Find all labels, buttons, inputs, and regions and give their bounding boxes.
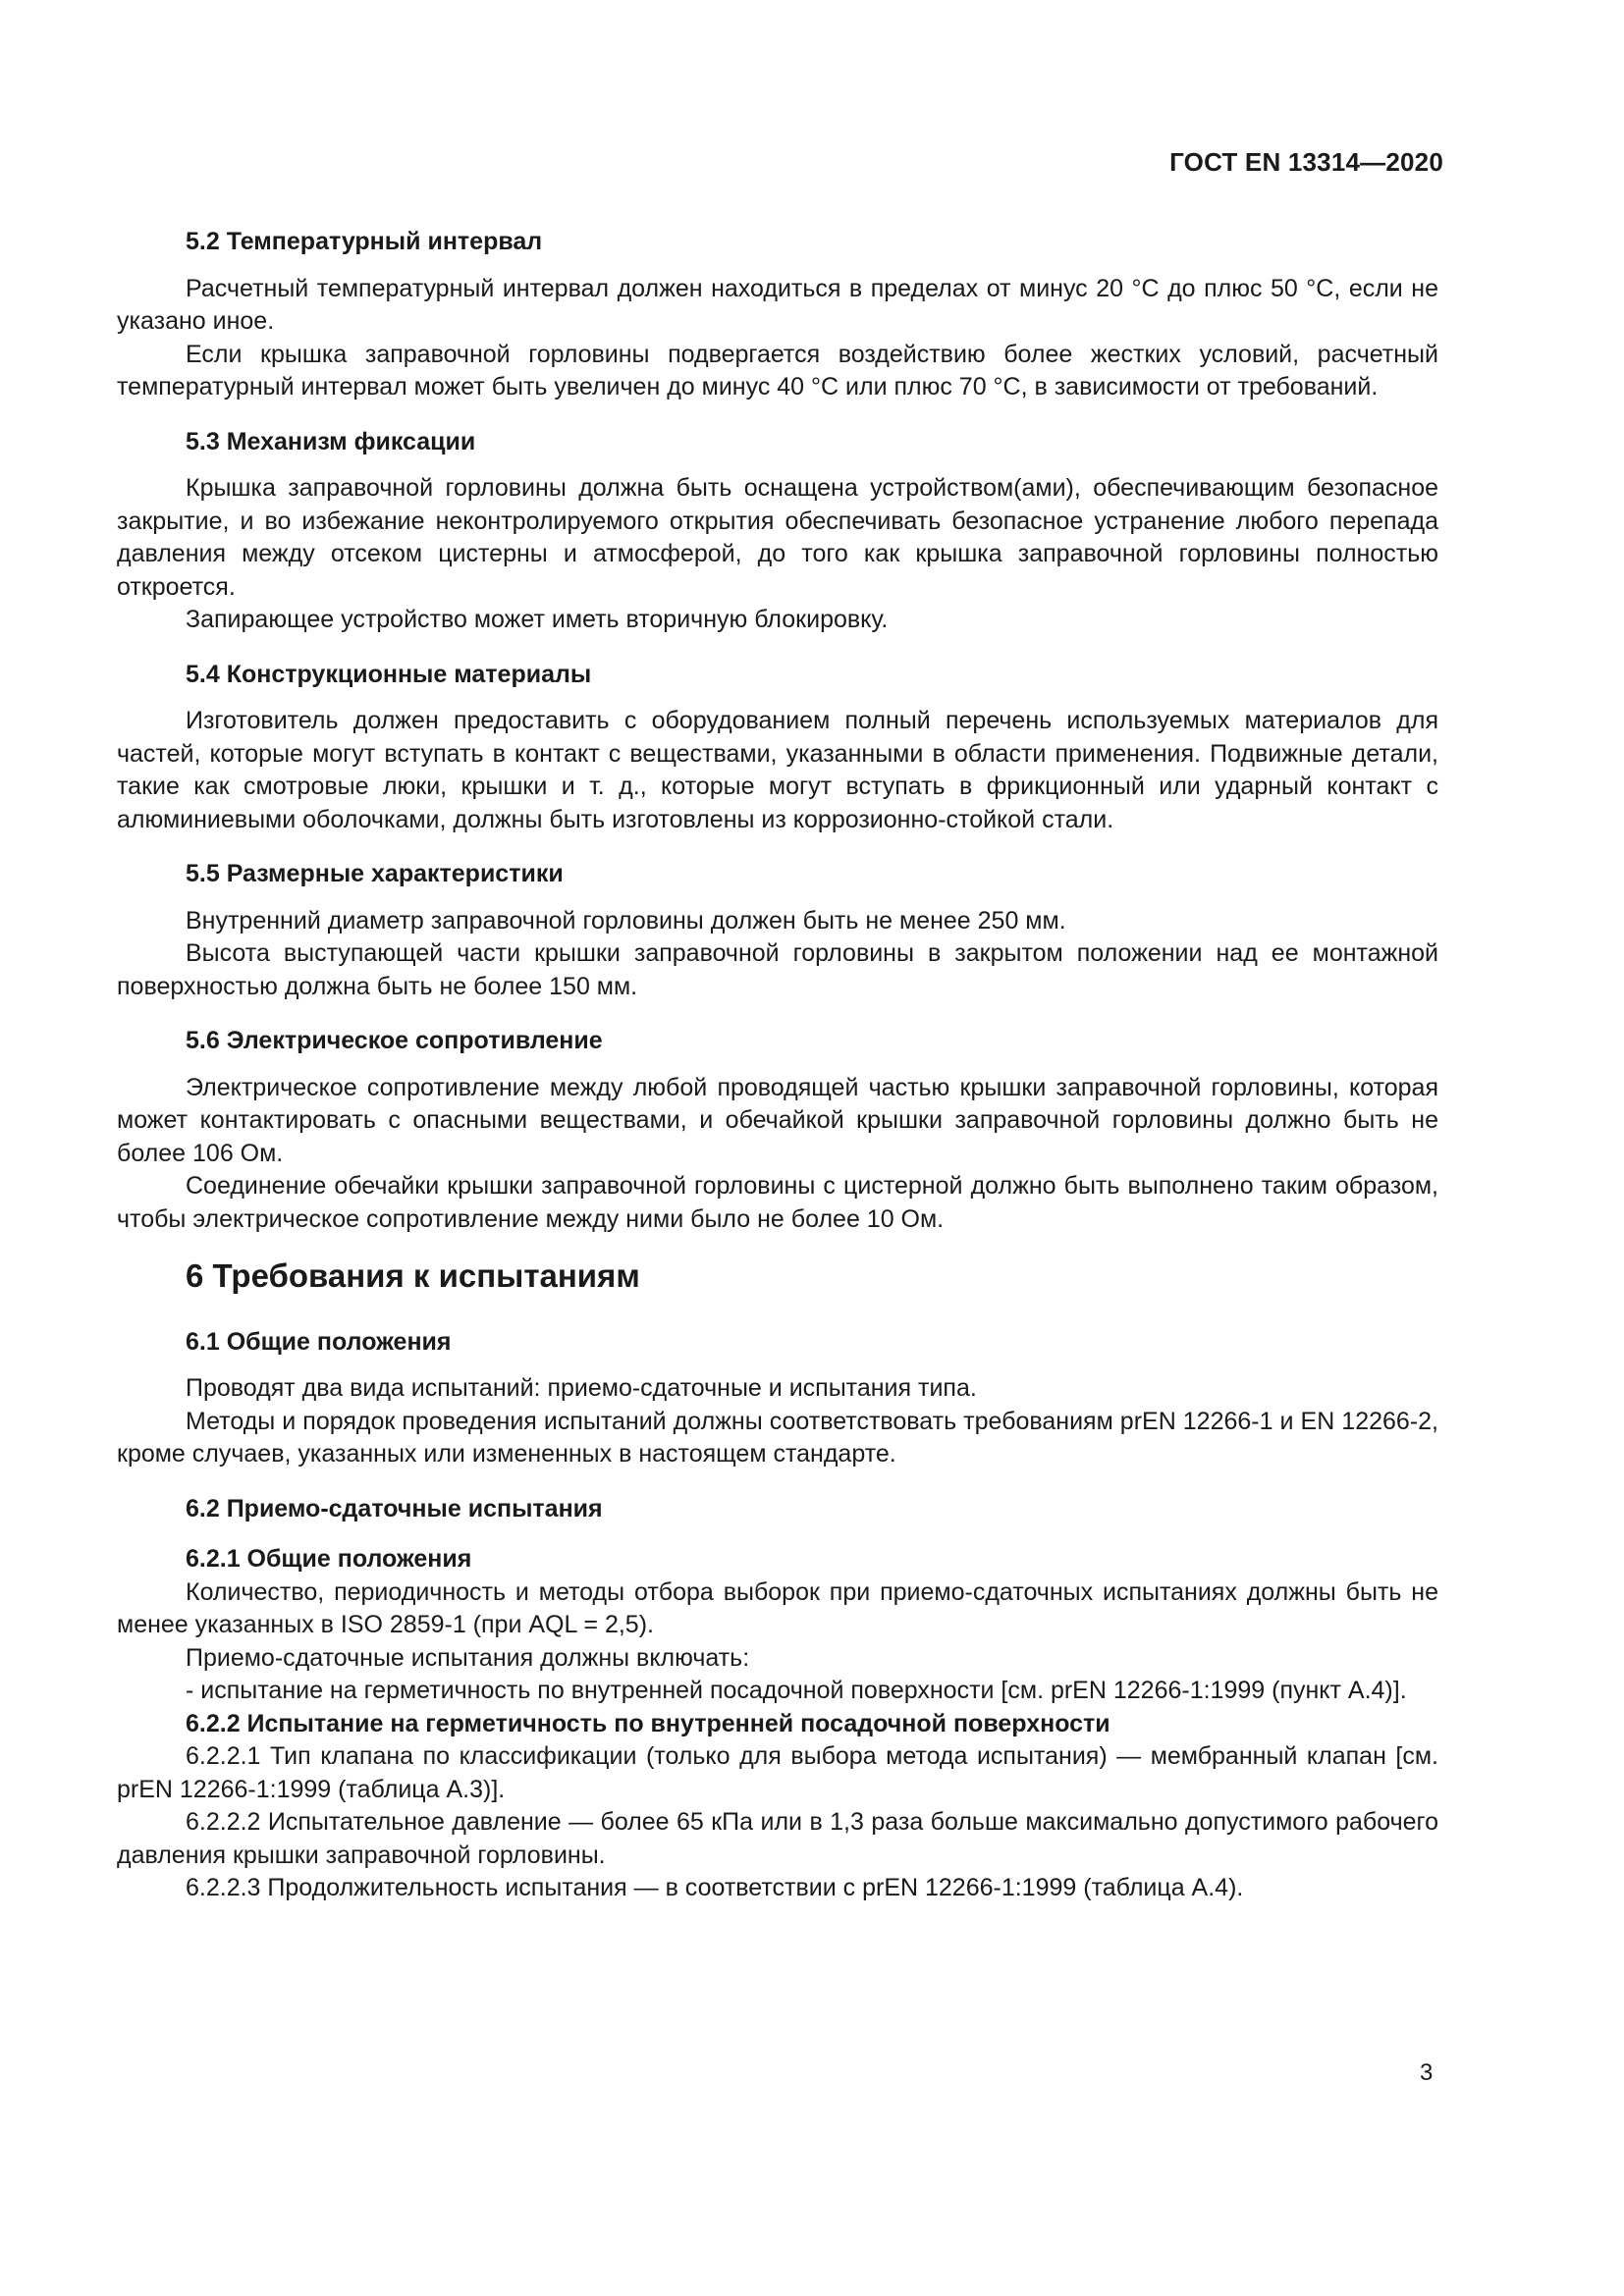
section-heading: 5.5 Размерные характеристики — [186, 860, 564, 887]
section-heading: 5.3 Механизм фиксации — [186, 427, 476, 455]
section-heading: 6.1 Общие положения — [186, 1327, 452, 1356]
list-item: - испытание на герметичность по внутренней посадочной поверхности [см. prEN 12266-1:1999 (пункт А.4)]. — [186, 1677, 1407, 1704]
section-6-2 — [117, 1493, 1438, 1905]
section-heading: 5.6 Электрическое сопротивление — [186, 1027, 603, 1054]
section-6-1 — [117, 1326, 1438, 1471]
page-number: 3 — [1420, 2059, 1434, 2086]
subsection-heading: 6.2.2 Испытание на герметичность по внутренней посадочной поверхности — [186, 1709, 1110, 1737]
section-heading: 5.4 Конструкционные материалы — [186, 660, 592, 688]
page-body — [117, 226, 1438, 1905]
paragraph: Изготовитель должен предоставить с оборудованием полный перечень используемых материалов для частей, которые могут вступать в контакт с веществами, указанными в области применения. Подвижные детали, такие как смотровые люки, крышки и т. д., которые могут вступать в фрикционный или ударный контакт с алюминиевыми оболочками, должны быть изготовлены из коррозионно-стойкой стали. — [117, 707, 1438, 833]
section-heading: 6.2 Приемо-сдаточные испытания — [186, 1494, 603, 1522]
paragraph: Методы и порядок проведения испытаний должны соответствовать требованиям prEN 12266-1 и EN 12266-2, кроме случаев, указанных или измененных в настоящем стандарте. — [117, 1407, 1438, 1468]
section-5-6 — [117, 1025, 1438, 1236]
clause: 6.2.2.3 Продолжительность испытания — в соответствии с prEN 12266-1:1999 (таблица А.4). — [186, 1874, 1244, 1901]
paragraph: Проводят два вида испытаний: приемо-сдаточные и испытания типа. — [186, 1374, 977, 1402]
chapter-heading: 6 Требования к испытаниям — [186, 1257, 640, 1294]
section-5-5 — [117, 858, 1438, 1003]
section-5-2 — [117, 226, 1438, 404]
paragraph: Крышка заправочной горловины должна быть оснащена устройством(ами), обеспечивающим безопасное закрытие, и во избежание неконтролируемого открытия обеспечивать безопасное устранение любого перепада давления между отсеком цистерны и атмосферой, до того как крышка заправочной горловины полностью откроется. — [117, 474, 1438, 601]
paragraph: Электрическое сопротивление между любой проводящей частью крышки заправочной горловины, которая может контактировать с опасными веществами, и обечайкой крышки заправочной горловины должно быть не более 106 Ом. — [117, 1073, 1438, 1167]
paragraph: Запирающее устройство может иметь вторичную блокировку. — [186, 606, 889, 633]
section-5-3 — [117, 426, 1438, 637]
paragraph: Расчетный температурный интервал должен находиться в пределах от минус 20 °С до плюс 50 °С, если не указано иное. — [117, 274, 1438, 335]
document-designation: ГОСТ EN 13314—2020 — [1169, 147, 1443, 177]
paragraph: Приемо-сдаточные испытания должны включать: — [186, 1643, 750, 1672]
subsection-heading: 6.2.1 Общие положения — [186, 1545, 472, 1573]
section-5-4 — [117, 659, 1438, 837]
paragraph: Соединение обечайки крышки заправочной горловины с цистерной должно быть выполнено таким образом, чтобы электрическое сопротивление между ними было не более 10 Ом. — [117, 1172, 1438, 1233]
paragraph: Внутренний диаметр заправочной горловины должен быть не менее 250 мм. — [186, 906, 1066, 934]
paragraph: Высота выступающей части крышки заправочной горловины в закрытом положении над ее монтажной поверхностью должна быть не более 150 мм. — [117, 939, 1438, 1000]
clause: 6.2.2.2 Испытательное давление — более 65 кПа или в 1,3 раза больше максимально допустимого рабочего давления крышки заправочной горловины. — [117, 1808, 1438, 1869]
paragraph: Если крышка заправочной горловины подвергается воздействию более жестких условий, расчетный температурный интервал может быть увеличен до минус 40 °С или плюс 70 °С, в зависимости от требований. — [117, 340, 1438, 400]
paragraph: Количество, периодичность и методы отбора выборок при приемо-сдаточных испытаниях должны быть не менее указанных в ISO 2859-1 (при AQL = 2,5). — [117, 1577, 1438, 1638]
section-heading: 5.2 Температурный интервал — [186, 228, 543, 255]
clause: 6.2.2.1 Тип клапана по классификации (только для выбора метода испытания) — мембранный клапан [см. prEN 12266-1:1999 (таблица А.3)]. — [117, 1742, 1438, 1803]
